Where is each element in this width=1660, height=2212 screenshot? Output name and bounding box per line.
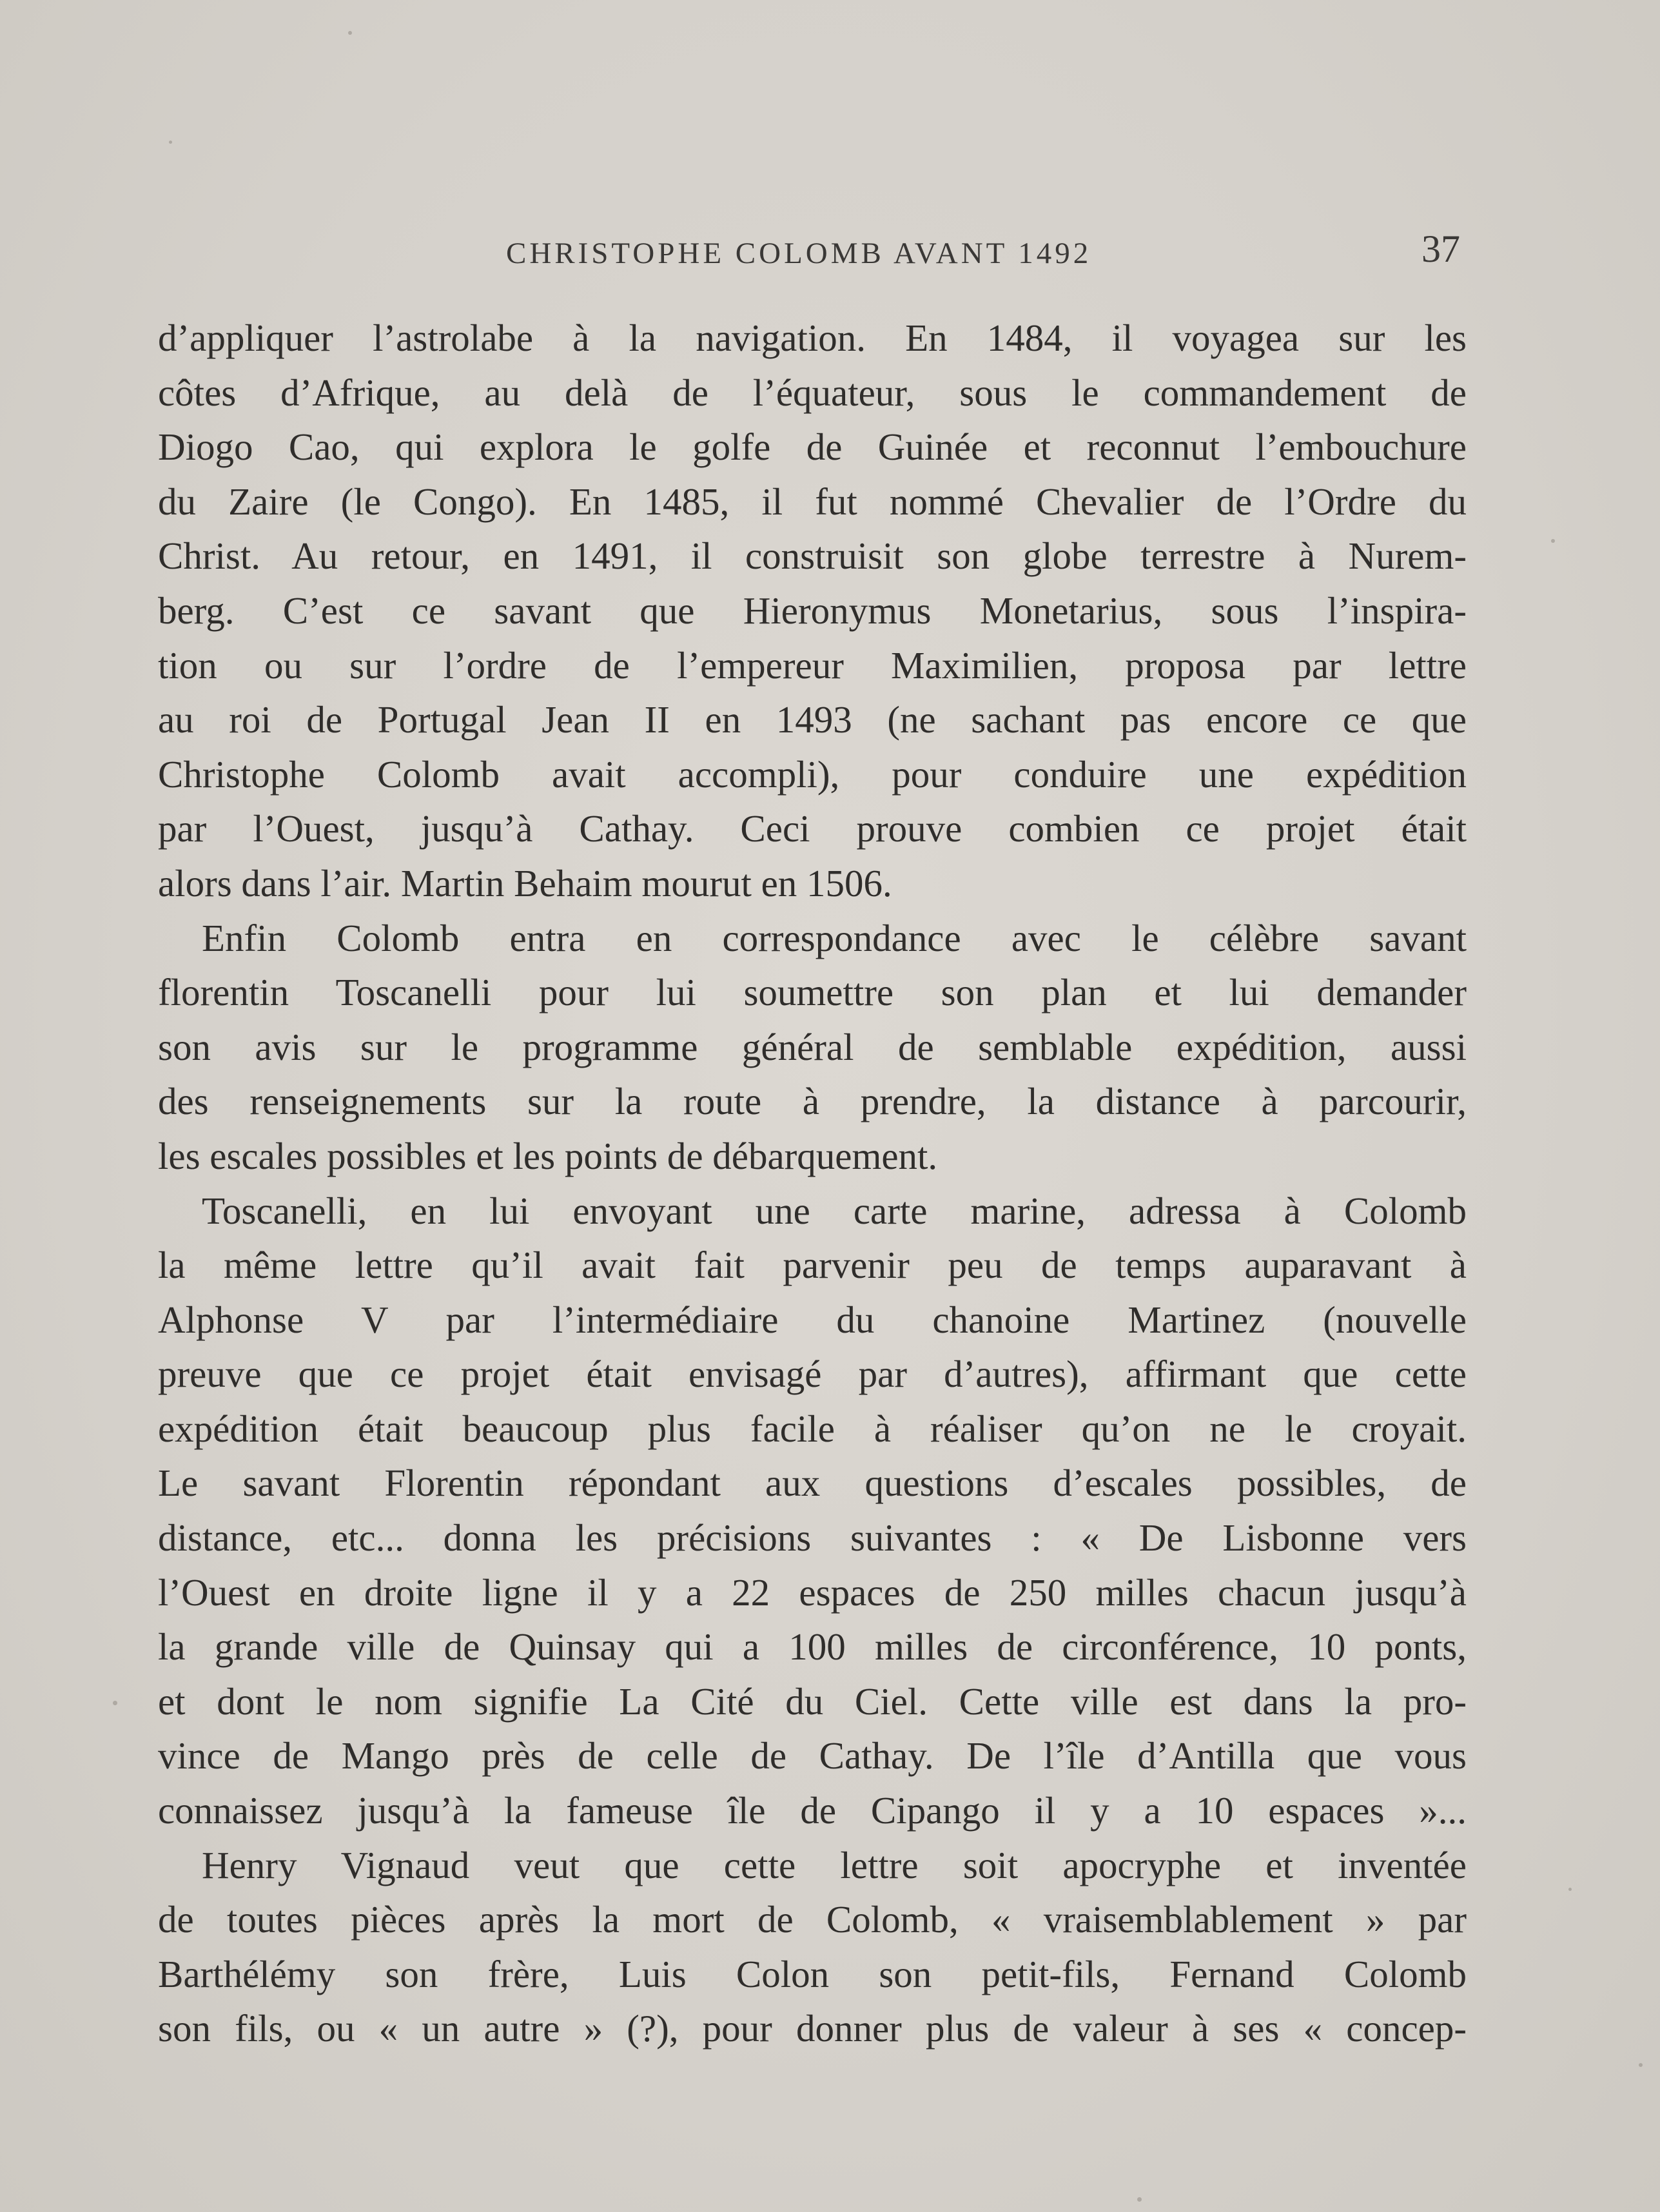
text-line: les escales possibles et les points de débarquement.	[158, 1134, 938, 1177]
text-line: preuve que ce projet était envisagé par d’autres), affirmant que cette	[158, 1353, 1467, 1396]
text-line: expédition était beaucoup plus facile à réaliser qu’on ne le croyait.	[158, 1407, 1467, 1450]
running-head	[158, 227, 1460, 285]
text-line: Diogo Cao, qui explora le golfe de Guinée et reconnut l’embouchure	[158, 426, 1467, 469]
text-line: Christophe Colomb avait accompli), pour conduire une expédition	[158, 752, 1467, 796]
paper-speck	[1639, 2063, 1643, 2067]
text-line: alors dans l’air. Martin Behaim mourut en 1506.	[158, 861, 892, 905]
paper-speck	[1551, 539, 1555, 543]
paper-speck	[1137, 2197, 1142, 2202]
text-line: florentin Toscanelli pour lui soumettre son plan et lui demander	[158, 971, 1467, 1014]
text-line: du Zaire (le Congo). En 1485, il fut nommé Chevalier de l’Ordre du	[158, 480, 1467, 523]
text-line: de toutes pièces après la mort de Colomb, « vraisemblablement » par	[158, 1898, 1467, 1941]
paper-speck	[113, 1701, 117, 1705]
text-line: tion ou sur l’ordre de l’empereur Maximilien, proposa par lettre	[158, 643, 1467, 687]
text-line: et dont le nom signifie La Cité du Ciel. Cette ville est dans la pro-	[158, 1679, 1467, 1723]
text-line: distance, etc... donna les précisions suivantes : « De Lisbonne vers	[158, 1516, 1467, 1560]
text-line: berg. C’est ce savant que Hieronymus Monetarius, sous l’inspira-	[158, 589, 1467, 632]
text-line: Le savant Florentin répondant aux questions d’escales possibles, de	[158, 1462, 1467, 1505]
text-line: son fils, ou « un autre » (?), pour donner plus de valeur à ses « concep-	[158, 2007, 1467, 2050]
text-line: l’Ouest en droite ligne il y a 22 espaces de 250 milles chacun jusqu’à	[158, 1571, 1467, 1614]
text-line: Toscanelli, en lui envoyant une carte marine, adressa à Colomb	[202, 1189, 1467, 1232]
running-title: CHRISTOPHE COLOMB AVANT 1492	[506, 237, 1092, 270]
paper-speck	[169, 141, 172, 144]
paper-speck	[348, 31, 352, 35]
body-text	[158, 311, 1467, 2056]
text-line: Henry Vignaud veut que cette lettre soit apocryphe et inventée	[202, 1843, 1467, 1886]
text-line: d’appliquer l’astrolabe à la navigation. En 1484, il voyagea sur les	[158, 317, 1467, 359]
text-line: Barthélémy son frère, Luis Colon son petit-fils, Fernand Colomb	[158, 1952, 1467, 1995]
text-line: son avis sur le programme général de semblable expédition, aussi	[158, 1025, 1467, 1068]
text-line: au roi de Portugal Jean II en 1493 (ne sachant pas encore ce que	[158, 698, 1467, 741]
page-number: 37	[1421, 228, 1460, 270]
text-line: connaissez jusqu’à la fameuse île de Cipango il y a 10 espaces »...	[158, 1789, 1467, 1832]
text-line: des renseignements sur la route à prendre, la distance à parcourir,	[158, 1080, 1467, 1123]
text-line: Enfin Colomb entra en correspondance avec le célèbre savant	[202, 916, 1467, 959]
text-line: côtes d’Afrique, au delà de l’équateur, sous le commandement de	[158, 371, 1467, 414]
text-line: Christ. Au retour, en 1491, il construisit son globe terrestre à Nurem-	[158, 534, 1467, 578]
text-line: Alphonse V par l’intermédiaire du chanoine Martinez (nouvelle	[158, 1298, 1467, 1341]
text-line: vince de Mango près de celle de Cathay. De l’île d’Antilla que vous	[158, 1734, 1467, 1777]
paper-speck	[1568, 1888, 1572, 1891]
text-line: la même lettre qu’il avait fait parvenir peu de temps auparavant à	[158, 1244, 1467, 1287]
text-line: par l’Ouest, jusqu’à Cathay. Ceci prouve combien ce projet était	[158, 807, 1467, 850]
text-line: la grande ville de Quinsay qui a 100 milles de circonférence, 10 ponts,	[158, 1625, 1467, 1669]
